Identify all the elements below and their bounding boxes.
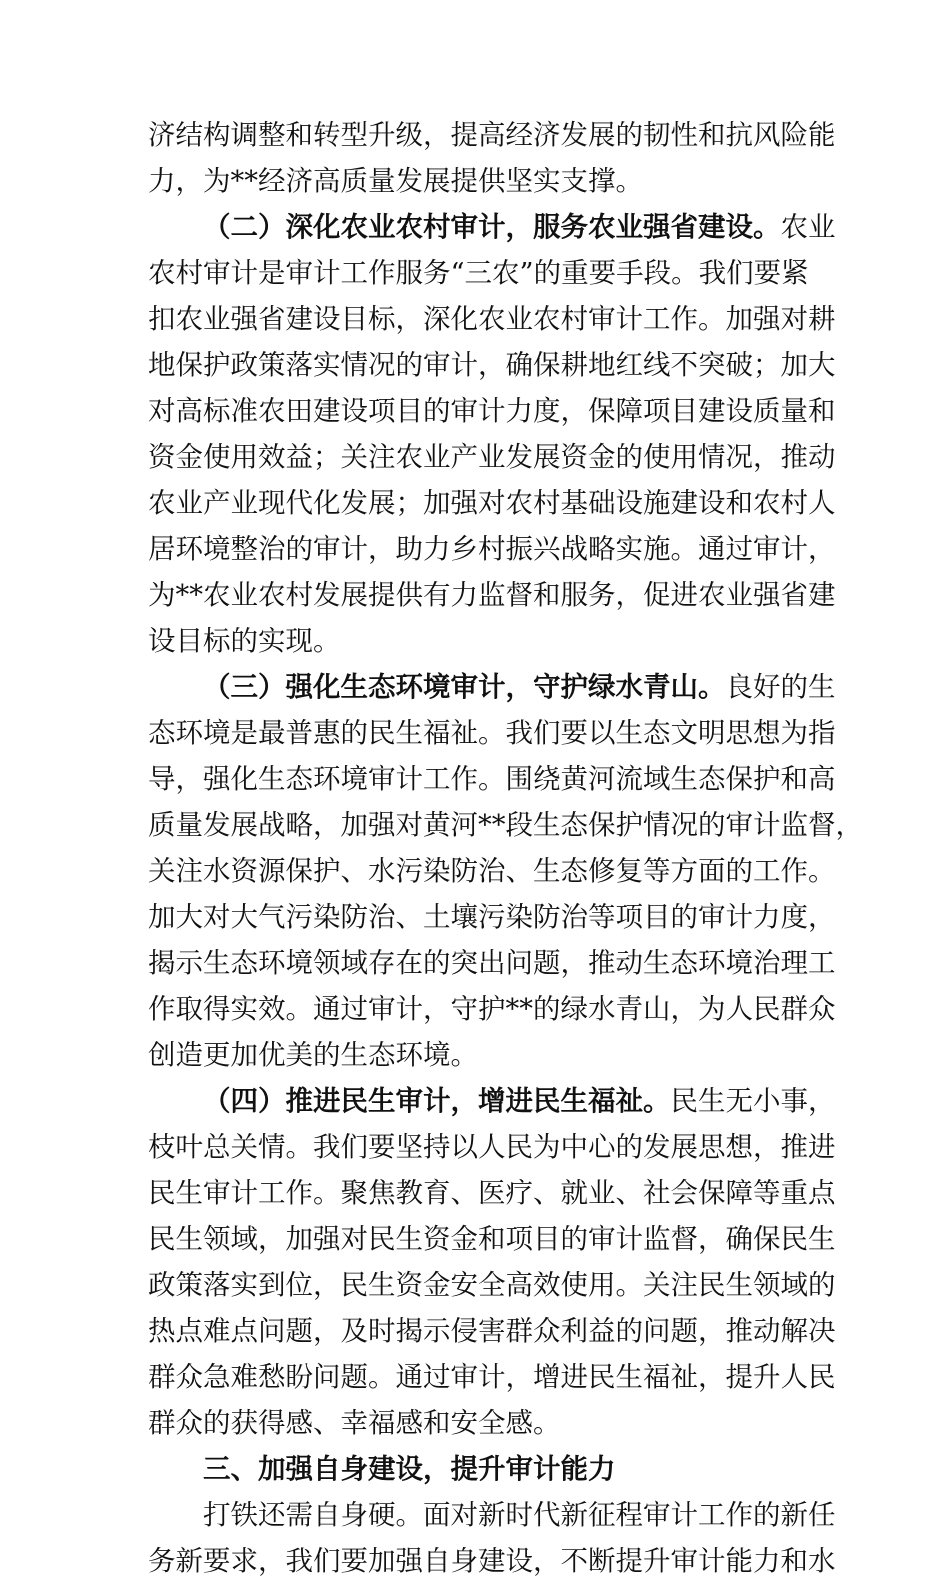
text-line: 资金使用效益；关注农业产业发展资金的使用情况，推动: [148, 441, 836, 473]
text-line: 居环境整治的审计，助力乡村振兴战略实施。通过审计，: [148, 533, 836, 565]
text-line: 设目标的实现。: [148, 625, 341, 657]
text-line: 群众的获得感、幸福感和安全感。: [148, 1407, 561, 1439]
text-run: 民生无小事，: [670, 1085, 836, 1117]
text-line: 务新要求，我们要加强自身建设，不断提升审计能力和水: [148, 1545, 836, 1577]
text-run: 良好的生: [725, 671, 836, 703]
document-page: [148, 112, 863, 1584]
text-line: 地保护政策落实情况的审计，确保耕地红线不突破；加大: [148, 349, 836, 381]
text-line: 打铁还需自身硬。面对新时代新征程审计工作的新任: [203, 1499, 836, 1531]
subsection-heading-livelihood: （四）推进民生审计，增进民生福祉。: [203, 1085, 671, 1117]
subsection-heading-ecology: （三）强化生态环境审计，守护绿水青山。: [203, 671, 726, 703]
text-line: 为**农业农村发展提供有力监督和服务，促进农业强省建: [148, 579, 836, 611]
section-heading: 三、加强自身建设，提升审计能力: [203, 1453, 616, 1485]
subsection-first-line: [148, 664, 836, 710]
text-line: 热点难点问题，及时揭示侵害群众利益的问题，推动解决: [148, 1315, 836, 1347]
text-line: 群众急难愁盼问题。通过审计，增进民生福祉，提升人民: [148, 1361, 836, 1393]
text-line: 力，为**经济高质量发展提供坚实支撑。: [148, 165, 643, 197]
text-line: 态环境是最普惠的民生福祉。我们要以生态文明思想为指: [148, 717, 836, 749]
text-line: 揭示生态环境领域存在的突出问题，推动生态环境治理工: [148, 947, 836, 979]
text-line: 枝叶总关情。我们要坚持以人民为中心的发展思想，推进: [148, 1131, 836, 1163]
text-line: 农村审计是审计工作服务“三农”的重要手段。我们要紧: [148, 257, 809, 289]
subsection-first-line: [148, 1078, 836, 1124]
text-run: 农业: [780, 211, 836, 243]
subsection-first-line: [148, 204, 836, 250]
text-line: 加大对大气污染防治、土壤污染防治等项目的审计力度，: [148, 901, 836, 933]
subsection-heading-agriculture: （二）深化农业农村审计，服务农业强省建设。: [203, 211, 781, 243]
text-line: 扣农业强省建设目标，深化农业农村审计工作。加强对耕: [148, 303, 836, 335]
text-line: 农业产业现代化发展；加强对农村基础设施建设和农村人: [148, 487, 836, 519]
text-line: 关注水资源保护、水污染防治、生态修复等方面的工作。: [148, 855, 836, 887]
text-line: 质量发展战略，加强对黄河**段生态保护情况的审计监督，: [148, 809, 863, 841]
text-line: 政策落实到位，民生资金安全高效使用。关注民生领域的: [148, 1269, 836, 1301]
text-line: 民生审计工作。聚焦教育、医疗、就业、社会保障等重点: [148, 1177, 836, 1209]
text-line: 作取得实效。通过审计，守护**的绿水青山，为人民群众: [148, 993, 836, 1025]
text-line: 民生领域，加强对民生资金和项目的审计监督，确保民生: [148, 1223, 836, 1255]
text-line: 导，强化生态环境审计工作。围绕黄河流域生态保护和高: [148, 763, 836, 795]
text-line: 济结构调整和转型升级，提高经济发展的韧性和抗风险能: [148, 119, 836, 151]
text-line: 创造更加优美的生态环境。: [148, 1039, 478, 1071]
text-line: 对高标准农田建设项目的审计力度，保障项目建设质量和: [148, 395, 836, 427]
